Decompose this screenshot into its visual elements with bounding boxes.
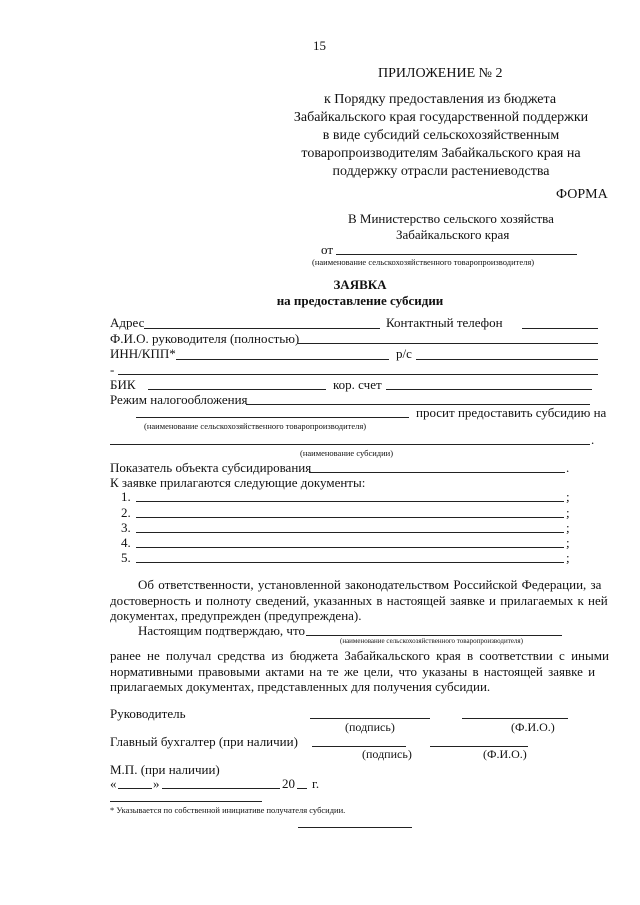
accountant-sign-caption: (подпись) <box>362 747 412 761</box>
request-title: ЗАЯВКА <box>333 277 387 292</box>
document-field[interactable] <box>136 501 564 502</box>
addressee-line2: Забайкальского края <box>396 227 510 242</box>
date-month-field[interactable] <box>162 788 280 789</box>
date-close: » <box>153 776 160 791</box>
page-number: 15 <box>313 38 326 53</box>
director-field[interactable] <box>298 343 598 344</box>
document-number: 4. <box>121 535 131 550</box>
head-sign-caption: (подпись) <box>345 720 395 734</box>
appendix-line: поддержку отрасли растениеводства <box>332 164 550 179</box>
document-field[interactable] <box>136 517 564 518</box>
head-name-caption: (Ф.И.О.) <box>511 720 555 734</box>
document-number: 5. <box>121 550 131 565</box>
confirm-line: нормативными правовыми актами на те же цели, что указаны в настоящей заявке и <box>110 664 596 679</box>
document-number: 3. <box>121 520 131 535</box>
document-sep: ; <box>566 550 570 565</box>
phone-label: Контактный телефон <box>386 315 503 330</box>
subsidy-field[interactable] <box>110 444 590 445</box>
from-label: от <box>321 242 334 257</box>
document-field[interactable] <box>136 562 564 563</box>
address-field[interactable] <box>144 328 380 329</box>
document-field[interactable] <box>136 547 564 548</box>
date-year-suffix: г. <box>312 776 320 791</box>
tax-regime-label: Режим налогообложения <box>110 392 248 407</box>
producer-caption: (наименование сельскохозяйственного товаропроизводителя) <box>144 421 367 431</box>
appendix-line: Забайкальского края государственной поддержки <box>293 110 589 125</box>
document-sep: ; <box>566 505 570 520</box>
producer-field[interactable] <box>136 417 409 418</box>
footnote: * Указывается по собственной инициативе получателя субсидии. <box>110 805 346 815</box>
indicator-label: Показатель объекта субсидирования <box>110 460 312 475</box>
corr-account-field[interactable] <box>386 389 592 390</box>
indicator-end: . <box>566 460 570 475</box>
subsidy-period: . <box>591 432 595 447</box>
account-field[interactable] <box>416 359 598 360</box>
document-sep: ; <box>566 489 570 504</box>
request-text: просит предоставить субсидию на <box>416 405 607 420</box>
responsibility-line: достоверность и полноту сведений, указанных в настоящей заявке и прилагаемых к ней <box>110 593 608 608</box>
phone-field[interactable] <box>522 328 598 329</box>
extra-field[interactable] <box>118 374 598 375</box>
head-name-field[interactable] <box>462 718 568 719</box>
indicator-field[interactable] <box>309 472 565 473</box>
document-sep: ; <box>566 535 570 550</box>
document-sep: ; <box>566 520 570 535</box>
request-subtitle: на предоставление субсидии <box>276 293 444 308</box>
documents-intro: К заявке прилагаются следующие документы: <box>110 475 366 490</box>
address-label: Адрес <box>110 315 145 330</box>
director-label: Ф.И.О. руководителя (полностью) <box>110 331 300 346</box>
date-day-field[interactable] <box>118 788 152 789</box>
head-signature-field[interactable] <box>310 718 430 719</box>
date-open: « <box>110 776 117 791</box>
account-label: р/с <box>396 346 412 361</box>
accountant-name-caption: (Ф.И.О.) <box>483 747 527 761</box>
subsidy-caption: (наименование субсидии) <box>300 448 394 458</box>
confirm-caption: (наименование сельскохозяйственного товаропроизводителя) <box>340 637 523 645</box>
accountant-label: Главный бухгалтер (при наличии) <box>110 734 298 749</box>
appendix-line: товаропроизводителям Забайкальского края на <box>301 146 581 161</box>
bik-label: БИК <box>110 377 136 392</box>
form-label: ФОРМА <box>556 187 608 202</box>
date-year: 20 <box>282 776 295 791</box>
footnote-separator <box>110 801 262 802</box>
responsibility-line: документах, предупрежден (предупреждена). <box>110 608 362 623</box>
appendix-line: к Порядку предоставления из бюджета <box>323 92 557 107</box>
bottom-rule <box>298 827 412 828</box>
from-line[interactable] <box>336 254 577 255</box>
responsibility-line: Об ответственности, установленной законодательством Российской Федерации, за <box>138 577 602 592</box>
document-field[interactable] <box>136 532 564 533</box>
document-number: 2. <box>121 505 131 520</box>
inn-field[interactable] <box>176 359 389 360</box>
document-number: 1. <box>121 489 131 504</box>
date-year-field[interactable] <box>297 788 307 789</box>
from-caption: (наименование сельскохозяйственного товаропроизводителя) <box>312 257 535 267</box>
addressee-line1: В Министерство сельского хозяйства <box>348 211 554 226</box>
confirm-label: Настоящим подтверждаю, что <box>138 623 305 638</box>
appendix-line: в виде субсидий сельскохозяйственным <box>322 128 560 143</box>
appendix-title: ПРИЛОЖЕНИЕ № 2 <box>378 66 503 81</box>
corr-account-label: кор. счет <box>333 377 382 392</box>
confirm-field[interactable] <box>306 635 562 636</box>
confirm-line: прилагаемых документах, представленных для получения субсидии. <box>110 679 491 694</box>
confirm-line: ранее не получал средства из бюджета Забайкальского края в соответствии с иными <box>110 648 609 663</box>
dash-mark: - <box>110 362 115 377</box>
bik-field[interactable] <box>148 389 326 390</box>
inn-label: ИНН/КПП* <box>110 346 176 361</box>
stamp-label: М.П. (при наличии) <box>110 762 220 777</box>
head-label: Руководитель <box>110 706 186 721</box>
